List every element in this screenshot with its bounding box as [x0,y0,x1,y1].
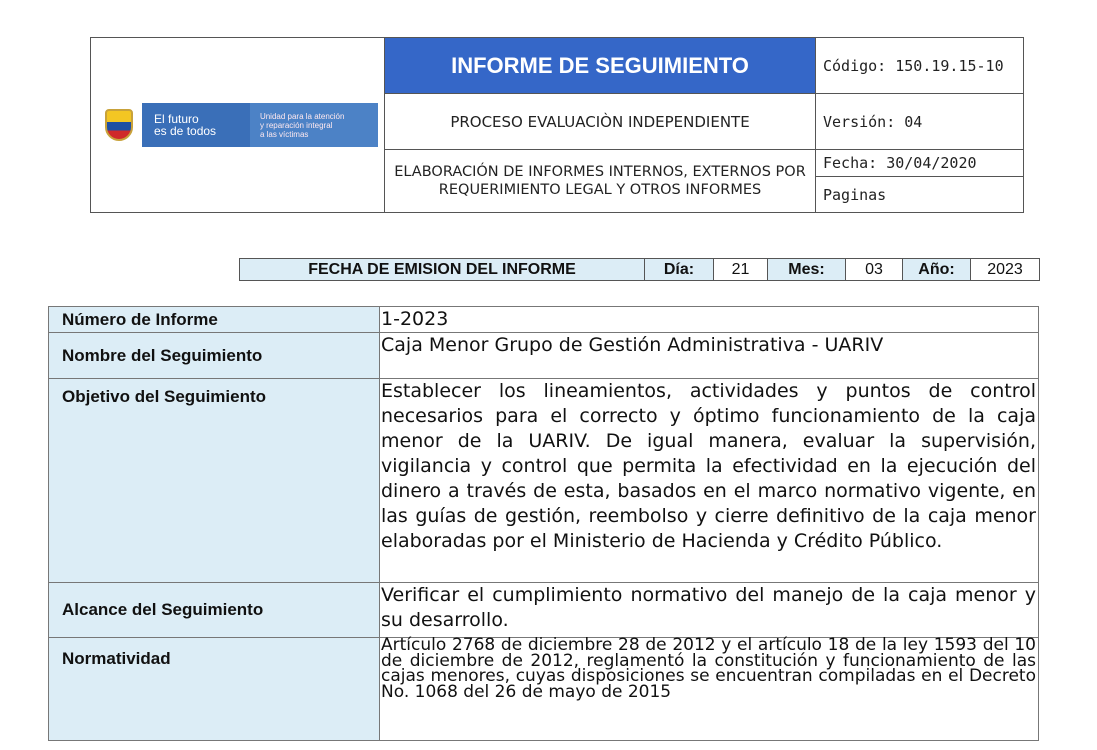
document-pages: Paginas [816,177,1024,213]
month-value: 03 [846,259,903,281]
year-value: 2023 [971,259,1040,281]
row-label-report-number: Número de Informe [49,307,380,333]
document-header [90,37,1024,213]
month-label: Mes: [768,259,846,281]
document-title: INFORME DE SEGUIMIENTO [385,38,816,94]
row-label-follow-up-name: Nombre del Seguimiento [49,333,380,379]
emission-label: FECHA DE EMISION DEL INFORME [240,259,645,281]
unit-name [250,103,378,147]
row-value-report-number: 1-2023 [380,307,1039,333]
document-version: Versión: 04 [816,94,1024,150]
year-label: Año: [903,259,971,281]
process-name: PROCESO EVALUACIÒN INDEPENDIENTE [385,94,816,150]
day-value: 21 [714,259,768,281]
unit-line-1: Unidad para la atención [259,111,345,121]
report-details-table [48,306,1039,741]
subprocess-name: ELABORACIÓN DE INFORMES INTERNOS, EXTERNOS POR REQUERIMIENTO LEGAL Y OTROS INFORMES [385,150,816,213]
logo-cell [91,38,385,213]
brand-slogan [142,103,250,147]
table-row [49,379,1039,583]
row-label-regulations: Normatividad [49,638,380,741]
institution-logo [96,103,378,147]
table-row [49,333,1039,379]
document-code: Código: 150.19.15-10 [816,38,1024,94]
table-row [49,307,1039,333]
row-value-follow-up-name: Caja Menor Grupo de Gestión Administrativa - UARIV [380,333,1039,379]
row-value-objective: Establecer los lineamientos, actividades y puntos de control necesarios para el correcto y óptimo funcionamiento de la caja menor de la UARIV. De igual manera, evaluar la supervisión, vigilancia y control que permita la efectividad en la ejecución del dinero a través de esta, basados en el marco normativo vigente, en las guías de gestión, reembolso y cierre definitivo de la caja menor elaboradas por el Ministerio de Hacienda y Crédito Público. [380,379,1039,583]
brand-line-2: es de todos [154,124,217,138]
day-label: Día: [645,259,714,281]
unit-line-3: a las víctimas [259,129,309,139]
row-value-regulations: Artículo 2768 de diciembre 28 de 2012 y el artículo 18 de la ley 1593 del 10 de diciembre de 2012, reglamentó la constitución y funcionamiento de las cajas menores, cuyas disposiciones se encuentran compiladas en el Decreto No. 1068 del 26 de mayo de 2015 [380,638,1039,741]
row-value-scope: Verificar el cumplimiento normativo del manejo de la caja menor y su desarrollo. [380,583,1039,638]
brand-line-1: El futuro [154,112,199,126]
table-row [49,638,1039,741]
coat-of-arms-icon [96,103,142,147]
emission-date-strip [239,258,1040,281]
document-date: Fecha: 30/04/2020 [816,150,1024,177]
row-label-scope: Alcance del Seguimiento [49,583,380,638]
row-label-objective: Objetivo del Seguimiento [49,379,380,583]
unit-line-2: y reparación integral [259,120,333,130]
table-row [49,583,1039,638]
